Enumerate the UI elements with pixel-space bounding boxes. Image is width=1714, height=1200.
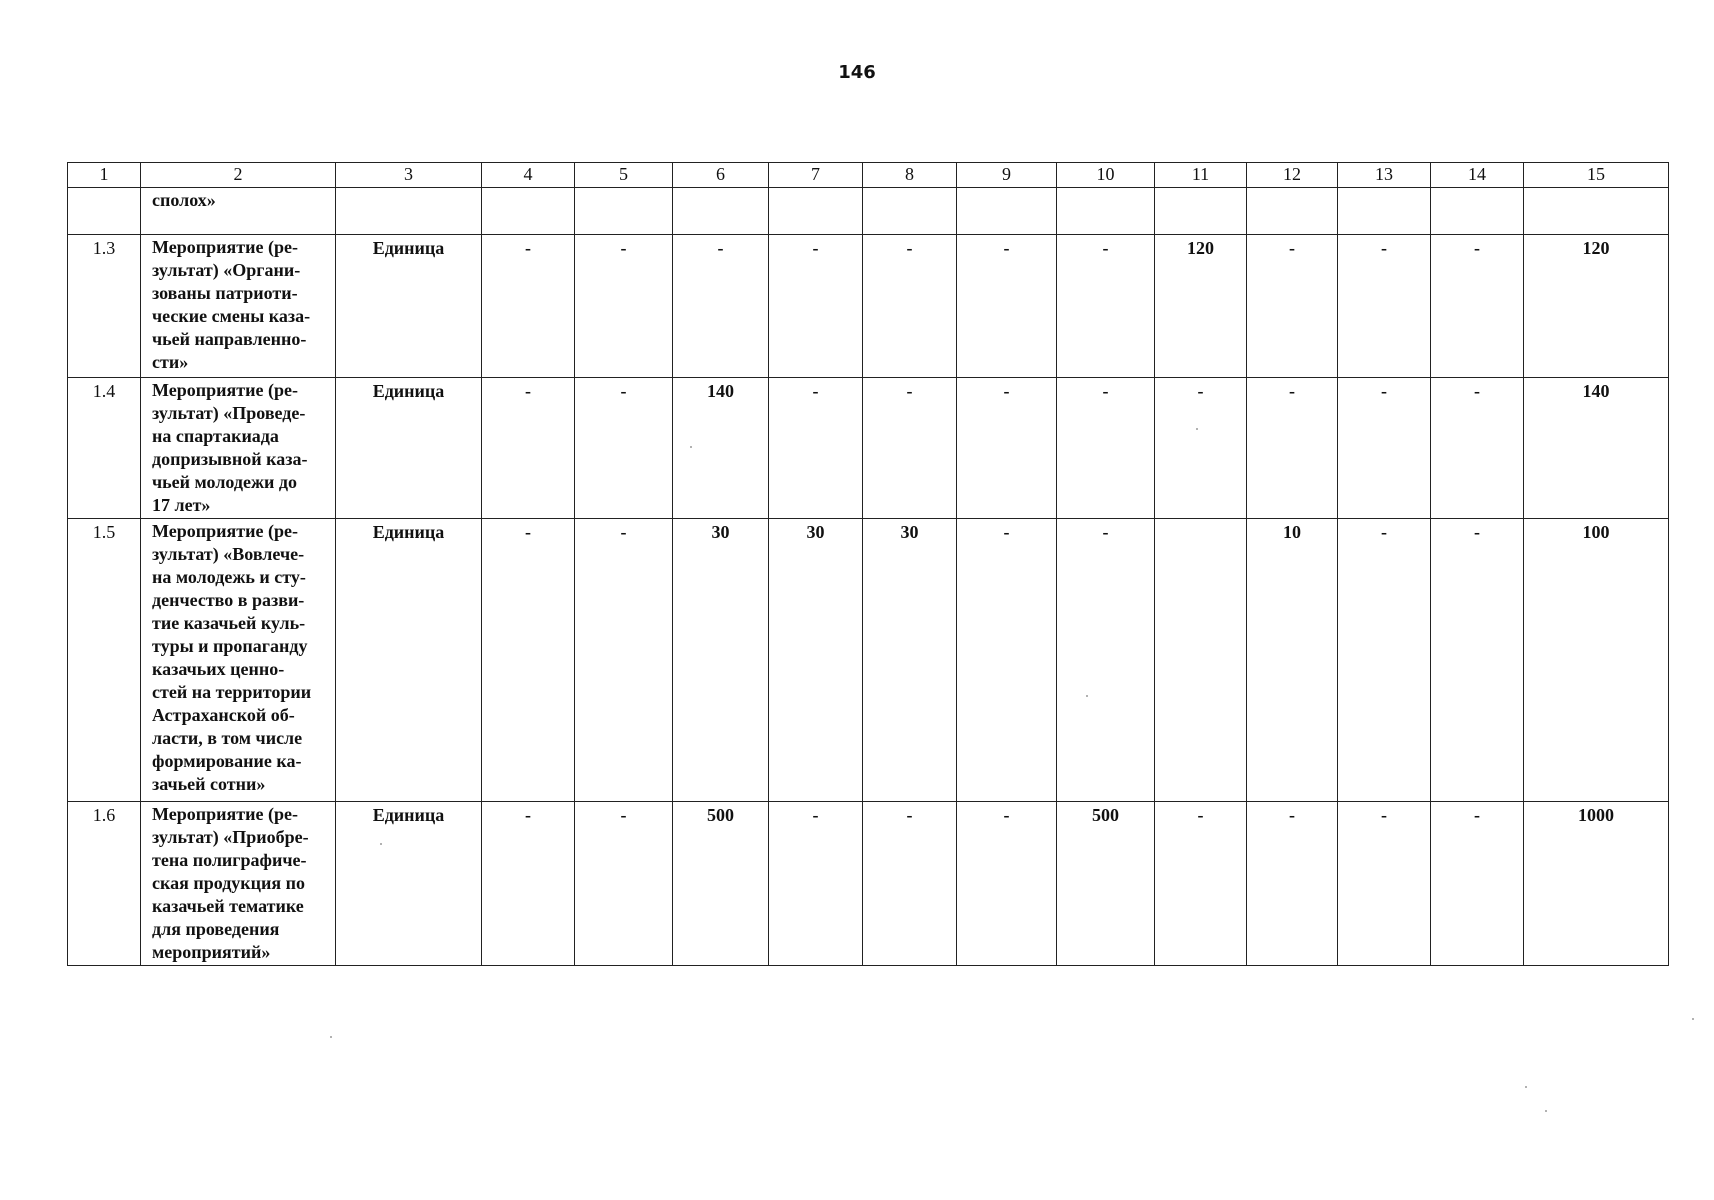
- value-cell: [1057, 188, 1155, 235]
- value-cell: -: [769, 802, 863, 966]
- value-cell: [863, 188, 957, 235]
- unit-cell: Единица: [336, 378, 482, 519]
- value-cell: -: [957, 378, 1057, 519]
- value-cell: -: [1155, 802, 1247, 966]
- column-header: 15: [1524, 163, 1669, 188]
- row-number: [68, 188, 141, 235]
- column-header: 1: [68, 163, 141, 188]
- value-cell: -: [1431, 235, 1524, 378]
- activity-name-line: формирование ка-: [152, 751, 302, 771]
- value-cell: -: [957, 802, 1057, 966]
- value-cell: 140: [673, 378, 769, 519]
- value-cell: 500: [673, 802, 769, 966]
- value-cell: -: [575, 378, 673, 519]
- activity-name-line: казачьей тематике: [152, 896, 304, 916]
- value-cell: [482, 188, 575, 235]
- value-cell: -: [1431, 802, 1524, 966]
- unit-cell: Единица: [336, 519, 482, 802]
- column-header: 14: [1431, 163, 1524, 188]
- activity-name-line: денчество в разви-: [152, 590, 305, 610]
- total-cell: 120: [1524, 235, 1669, 378]
- total-cell: 1000: [1524, 802, 1669, 966]
- activity-name-line: стей на территории: [152, 682, 312, 702]
- activity-name-line: Мероприятие (ре-: [152, 237, 298, 257]
- activity-name-line: Астраханской об-: [152, 705, 295, 725]
- activity-name-line: 17 лет»: [152, 495, 211, 515]
- value-cell: -: [575, 519, 673, 802]
- page-number: 146: [838, 62, 876, 83]
- column-header: 13: [1338, 163, 1431, 188]
- activity-name-line: зультат) «Органи-: [152, 260, 301, 280]
- value-cell: -: [1338, 519, 1431, 802]
- row-number: 1.6: [68, 802, 141, 966]
- value-cell: -: [863, 378, 957, 519]
- value-cell: -: [769, 378, 863, 519]
- total-cell: 140: [1524, 378, 1669, 519]
- value-cell: -: [863, 802, 957, 966]
- total-cell: [1524, 188, 1669, 235]
- activity-name-line: зультат) «Приобре-: [152, 827, 309, 847]
- value-cell: -: [1338, 802, 1431, 966]
- activity-name: [141, 802, 336, 966]
- activity-name-line: зованы патриоти-: [152, 283, 298, 303]
- column-header: 2: [141, 163, 336, 188]
- table-row: [68, 519, 1669, 802]
- value-cell: -: [1155, 378, 1247, 519]
- column-header: 7: [769, 163, 863, 188]
- activity-name-line: ская продукция по: [152, 873, 306, 893]
- activity-name: [141, 519, 336, 802]
- activity-name: [141, 235, 336, 378]
- activity-name: [141, 378, 336, 519]
- activity-name-line: для проведения: [152, 919, 280, 939]
- activity-name-line: Мероприятие (ре-: [152, 804, 298, 824]
- activity-name-line: тена полиграфиче-: [152, 850, 307, 870]
- activity-name-line: чьей молодежи до: [152, 472, 298, 492]
- value-cell: [1155, 519, 1247, 802]
- activity-name-line: на спартакиада: [152, 426, 279, 446]
- activity-name-line: Мероприятие (ре-: [152, 380, 298, 400]
- unit-cell: [336, 188, 482, 235]
- value-cell: [1431, 188, 1524, 235]
- activity-name-line: на молодежь и сту-: [152, 567, 306, 587]
- value-cell: 30: [673, 519, 769, 802]
- activity-name-line: зультат) «Проведе-: [152, 403, 306, 423]
- activity-name-line: туры и пропаганду: [152, 636, 308, 656]
- activity-name-line: ческие смены каза-: [152, 306, 311, 326]
- value-cell: -: [1247, 235, 1338, 378]
- column-header: 3: [336, 163, 482, 188]
- column-header: 8: [863, 163, 957, 188]
- value-cell: -: [482, 235, 575, 378]
- value-cell: [769, 188, 863, 235]
- activity-name-line: ласти, в том числе: [152, 728, 303, 748]
- value-cell: 120: [1155, 235, 1247, 378]
- activity-name-line: допризывной каза-: [152, 449, 308, 469]
- value-cell: -: [482, 802, 575, 966]
- table-row: [68, 188, 1669, 235]
- activity-name-line: сти»: [152, 352, 189, 372]
- value-cell: -: [769, 235, 863, 378]
- activity-name-line: зачьей сотни»: [152, 774, 266, 794]
- value-cell: [673, 188, 769, 235]
- value-cell: -: [482, 378, 575, 519]
- value-cell: -: [863, 235, 957, 378]
- value-cell: 500: [1057, 802, 1155, 966]
- value-cell: [1338, 188, 1431, 235]
- table-row: [68, 378, 1669, 519]
- value-cell: [575, 188, 673, 235]
- column-header: 11: [1155, 163, 1247, 188]
- value-cell: -: [575, 235, 673, 378]
- value-cell: -: [957, 235, 1057, 378]
- value-cell: -: [1431, 519, 1524, 802]
- row-number: 1.4: [68, 378, 141, 519]
- value-cell: [1155, 188, 1247, 235]
- activity-name-line: чьей направленно-: [152, 329, 307, 349]
- activity-name-line: тие казачьей куль-: [152, 613, 306, 633]
- row-number: 1.3: [68, 235, 141, 378]
- column-header: 6: [673, 163, 769, 188]
- data-table: [67, 162, 1669, 966]
- activity-name-line: сполох»: [152, 190, 216, 210]
- value-cell: -: [1338, 235, 1431, 378]
- value-cell: -: [1057, 235, 1155, 378]
- value-cell: -: [1247, 378, 1338, 519]
- table-row: [68, 802, 1669, 966]
- value-cell: 10: [1247, 519, 1338, 802]
- value-cell: -: [1057, 519, 1155, 802]
- activity-name-line: казачьих ценно-: [152, 659, 285, 679]
- column-header: 10: [1057, 163, 1155, 188]
- row-number: 1.5: [68, 519, 141, 802]
- value-cell: -: [673, 235, 769, 378]
- column-header: 12: [1247, 163, 1338, 188]
- value-cell: -: [1247, 802, 1338, 966]
- column-header: 4: [482, 163, 575, 188]
- unit-cell: Единица: [336, 802, 482, 966]
- value-cell: 30: [769, 519, 863, 802]
- activity-name: [141, 188, 336, 235]
- unit-cell: Единица: [336, 235, 482, 378]
- value-cell: 30: [863, 519, 957, 802]
- value-cell: -: [1057, 378, 1155, 519]
- activity-name-line: зультат) «Вовлече-: [152, 544, 305, 564]
- total-cell: 100: [1524, 519, 1669, 802]
- table-row: [68, 235, 1669, 378]
- value-cell: [1247, 188, 1338, 235]
- value-cell: -: [482, 519, 575, 802]
- column-header: 9: [957, 163, 1057, 188]
- table-header-row: [68, 163, 1669, 188]
- value-cell: -: [957, 519, 1057, 802]
- value-cell: -: [1431, 378, 1524, 519]
- value-cell: -: [575, 802, 673, 966]
- value-cell: [957, 188, 1057, 235]
- column-header: 5: [575, 163, 673, 188]
- activity-name-line: Мероприятие (ре-: [152, 521, 298, 541]
- activity-name-line: мероприятий»: [152, 942, 271, 962]
- value-cell: -: [1338, 378, 1431, 519]
